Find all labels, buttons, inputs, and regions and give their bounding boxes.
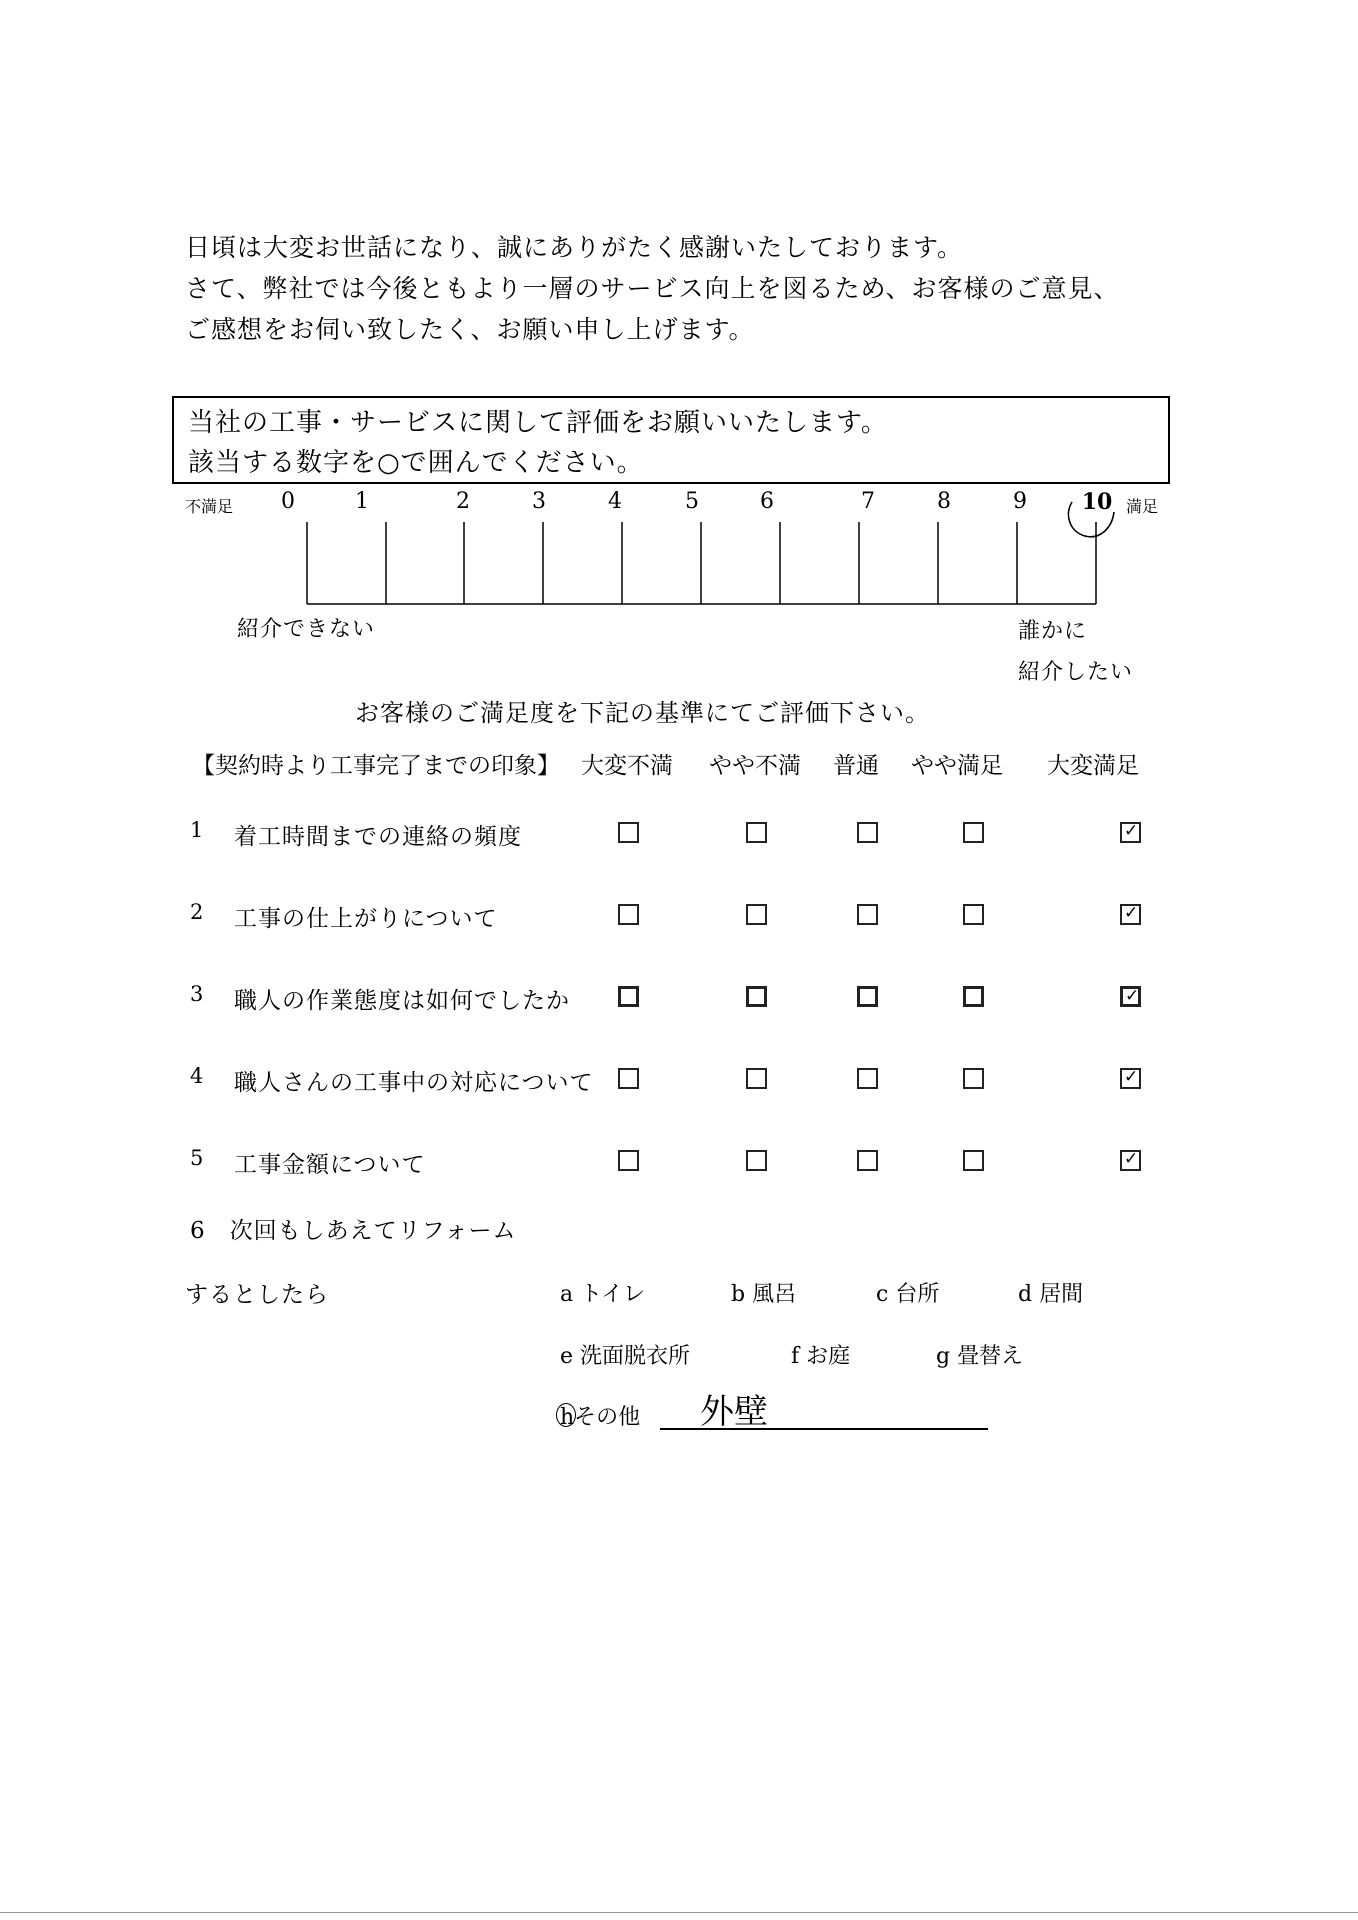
check-mark-icon: ✓ xyxy=(1124,1067,1139,1087)
scale-number-6[interactable]: 6 xyxy=(760,489,774,514)
reform-option-b[interactable]: b 風呂 xyxy=(731,1282,797,1307)
scale-number-8[interactable]: 8 xyxy=(937,489,951,514)
rating-instruction-line-2: 該当する数字を○で囲んでください。 xyxy=(188,448,644,478)
scale-bottom-left-label: 紹介できない xyxy=(237,617,376,642)
scale-number-3[interactable]: 3 xyxy=(532,489,546,514)
selected-circle xyxy=(1068,502,1114,537)
checkbox-q3-col5[interactable] xyxy=(1120,986,1141,1007)
scale-right-label: 満足 xyxy=(1126,497,1159,516)
question-text: 工事の仕上がりについて xyxy=(234,906,498,932)
scale-bottom-right-label-2: 紹介したい xyxy=(1018,660,1134,685)
check-mark-icon: ✓ xyxy=(1124,821,1139,841)
question-number: 5 xyxy=(190,1146,204,1170)
other-option-handwritten-value: 外壁 xyxy=(700,1392,768,1432)
check-mark-icon: ✓ xyxy=(1124,903,1139,923)
scale-number-10[interactable]: 10 xyxy=(1081,489,1113,515)
scale-lines xyxy=(307,522,1096,604)
checkbox-q5-col3[interactable] xyxy=(857,1150,878,1171)
checkbox-q4-col5[interactable] xyxy=(1120,1068,1141,1089)
scale-number-4[interactable]: 4 xyxy=(608,489,622,514)
question-number: 1 xyxy=(190,818,204,842)
scale-number-2[interactable]: 2 xyxy=(456,489,470,514)
checkbox-q4-col2[interactable] xyxy=(746,1068,767,1089)
reform-option-a[interactable]: a トイレ xyxy=(560,1282,646,1307)
scale-number-0[interactable]: 0 xyxy=(281,489,295,514)
reform-option-c[interactable]: c 台所 xyxy=(876,1282,940,1307)
checkbox-q5-col5[interactable] xyxy=(1120,1150,1141,1171)
question-number: 3 xyxy=(190,982,204,1006)
checkbox-q4-col4[interactable] xyxy=(963,1068,984,1089)
checkbox-q4-col3[interactable] xyxy=(857,1068,878,1089)
intro-line-3: ご感想をお伺い致したく、お願い申し上げます。 xyxy=(185,315,755,344)
section-label: 【契約時より工事完了までの印象】 xyxy=(192,753,560,779)
scan-edge-line xyxy=(0,1912,1358,1913)
question-text: 工事金額について xyxy=(234,1152,426,1178)
checkbox-q1-col3[interactable] xyxy=(857,822,878,843)
checkbox-q5-col2[interactable] xyxy=(746,1150,767,1171)
question-number: 4 xyxy=(190,1064,204,1088)
intro-line-1: 日頃は大変お世話になり、誠にありがたく感謝いたしております。 xyxy=(185,233,964,262)
question-text: 着工時間までの連絡の頻度 xyxy=(234,824,522,850)
scale-number-9[interactable]: 9 xyxy=(1013,489,1027,514)
scale-number-5[interactable]: 5 xyxy=(685,489,699,514)
question-text: 職人の作業態度は如何でしたか xyxy=(234,988,570,1014)
other-option-underline xyxy=(660,1428,988,1430)
checkbox-q3-col1[interactable] xyxy=(618,986,639,1007)
column-header-2: やや不満 xyxy=(709,753,801,779)
checkbox-q1-col1[interactable] xyxy=(618,822,639,843)
scale-graphic xyxy=(0,0,1358,620)
checkbox-q2-col5[interactable] xyxy=(1120,904,1141,925)
scale-bottom-right-label-1: 誰かに xyxy=(1018,619,1088,644)
checkbox-q2-col1[interactable] xyxy=(618,904,639,925)
column-header-1: 大変不満 xyxy=(581,753,673,779)
checkbox-q3-col2[interactable] xyxy=(746,986,767,1007)
satisfaction-heading: お客様のご満足度を下記の基準にてご評価下さい。 xyxy=(355,699,930,727)
checkbox-q1-col2[interactable] xyxy=(746,822,767,843)
reform-question-line-2: するとしたら xyxy=(185,1282,329,1308)
question-text: 職人さんの工事中の対応について xyxy=(234,1070,594,1096)
check-mark-icon: ✓ xyxy=(1125,986,1140,1006)
checkbox-q2-col4[interactable] xyxy=(963,904,984,925)
other-option-label[interactable]: hその他 xyxy=(548,1400,640,1431)
checkbox-q2-col3[interactable] xyxy=(857,904,878,925)
scale-left-label: 不満足 xyxy=(185,497,234,516)
scale-number-1[interactable]: 1 xyxy=(355,489,369,514)
checkbox-q3-col4[interactable] xyxy=(963,986,984,1007)
checkbox-q4-col1[interactable] xyxy=(618,1068,639,1089)
column-header-5: 大変満足 xyxy=(1047,753,1139,779)
reform-option-e[interactable]: e 洗面脱衣所 xyxy=(560,1344,691,1369)
column-header-4: やや満足 xyxy=(911,753,1003,779)
reform-option-f[interactable]: f お庭 xyxy=(791,1344,851,1369)
question-number: 2 xyxy=(190,900,204,924)
scale-number-7[interactable]: 7 xyxy=(861,489,875,514)
checkbox-q1-col5[interactable] xyxy=(1120,822,1141,843)
reform-option-d[interactable]: d 居間 xyxy=(1018,1282,1084,1307)
checkbox-q5-col1[interactable] xyxy=(618,1150,639,1171)
check-mark-icon: ✓ xyxy=(1124,1149,1139,1169)
column-header-3: 普通 xyxy=(833,753,879,779)
rating-instruction-line-1: 当社の工事・サービスに関して評価をお願いいたします。 xyxy=(188,408,888,438)
reform-option-g[interactable]: g 畳替え xyxy=(936,1344,1024,1369)
checkbox-q2-col2[interactable] xyxy=(746,904,767,925)
intro-line-2: さて、弊社では今後ともより一層のサービス向上を図るため、お客様のご意見、 xyxy=(185,274,1120,303)
checkbox-q3-col3[interactable] xyxy=(857,986,878,1007)
checkbox-q1-col4[interactable] xyxy=(963,822,984,843)
checkbox-q5-col4[interactable] xyxy=(963,1150,984,1171)
reform-question-line-1: 6 次回もしあえてリフォーム xyxy=(190,1218,517,1244)
